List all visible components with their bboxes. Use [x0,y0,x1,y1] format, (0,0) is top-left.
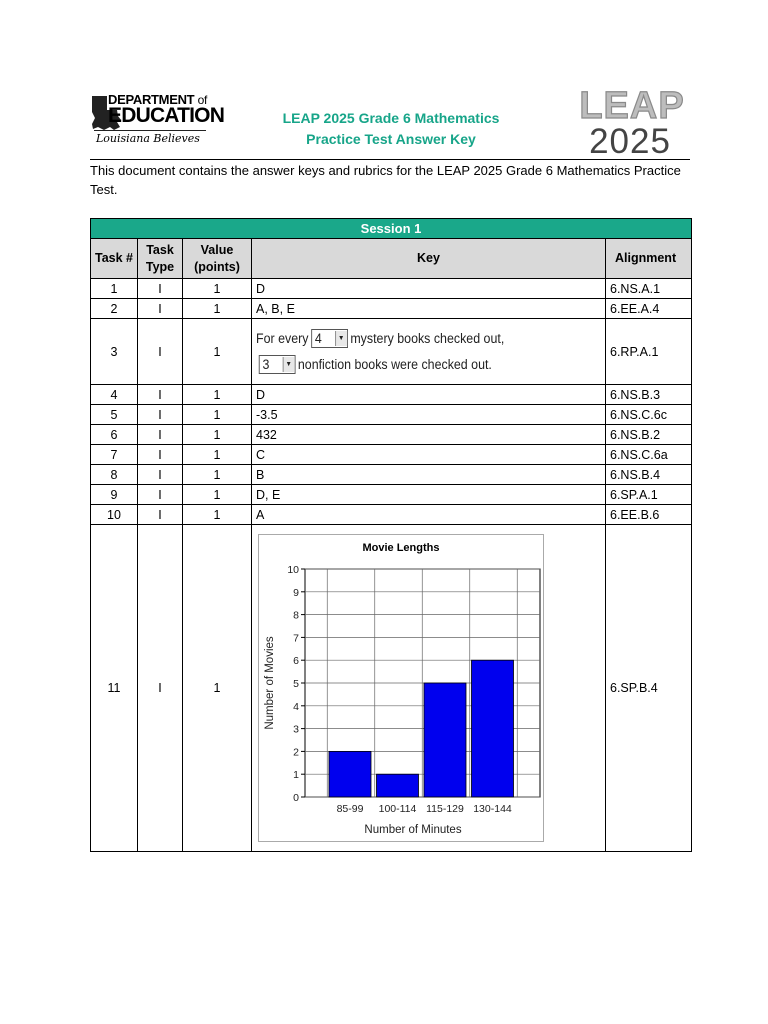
x-tick-label: 100-114 [378,803,417,815]
table-row [91,465,692,485]
col-value: Value (points) [183,239,252,279]
task-key: B [252,465,606,485]
task-alignment: 6.NS.A.1 [606,279,692,299]
y-tick-label: 8 [293,609,299,622]
leap-year: 2025 [589,122,671,156]
col-key: Key [252,239,606,279]
y-tick-label: 6 [293,655,299,668]
y-tick-label: 5 [293,678,299,690]
x-tick-label: 115-129 [426,803,464,815]
bar [329,751,371,797]
task-value: 1 [183,279,252,299]
doe-department-text: DEPARTMENT of [108,92,208,107]
task-key: C [252,445,606,465]
table-row [91,405,692,425]
table-row [91,299,692,319]
task-value: 1 [183,385,252,405]
col-task: Task # [91,239,138,279]
task-number: 5 [91,405,138,425]
header-divider [90,159,690,160]
task-type: I [138,445,183,465]
col-alignment: Alignment [606,239,692,279]
task-alignment: 6.NS.B.2 [606,425,692,445]
y-tick-label: 4 [293,700,299,713]
task-number: 6 [91,425,138,445]
task-number: 7 [91,445,138,465]
task-key: 432 [252,425,606,445]
bar-chart-svg [259,535,543,841]
task-value: 1 [183,525,252,852]
bar [424,683,466,797]
col-task-type: Task Type [138,239,183,279]
y-tick-label: 10 [287,564,299,576]
task-key-dropdown-answer [252,319,606,385]
task-number: 3 [91,319,138,385]
y-axis-label: Number of Movies [264,636,276,730]
table-row [91,279,692,299]
task-number: 1 [91,279,138,299]
task-type: I [138,405,183,425]
answer-key-table [90,218,692,852]
task-key: D [252,279,606,299]
y-tick-label: 7 [293,632,299,645]
task-number: 11 [91,525,138,852]
task-value: 1 [183,425,252,445]
doe-logo-rule [94,130,206,131]
task-value: 1 [183,445,252,465]
task-type: I [138,525,183,852]
x-tick-label: 85-99 [336,803,364,815]
task-alignment: 6.SP.A.1 [606,485,692,505]
task-alignment: 6.NS.B.3 [606,385,692,405]
task-alignment: 6.EE.B.6 [606,505,692,525]
title-line-2: Practice Test Answer Key [306,131,476,147]
q3-dropdown-2 [259,355,295,374]
leap-2025-logo [570,86,694,156]
task-type: I [138,485,183,505]
task-key: D [252,385,606,405]
task-value: 1 [183,465,252,485]
dropdown-arrow-icon: ▼ [335,331,347,346]
department-of-education-logo [90,92,225,150]
leap-word: LEAP [579,86,685,127]
task-value: 1 [183,485,252,505]
task-type: I [138,385,183,405]
task-type: I [138,465,183,485]
task-number: 4 [91,385,138,405]
task-alignment: 6.EE.A.4 [606,299,692,319]
y-tick-label: 2 [293,746,299,759]
x-axis-label: Number of Minutes [364,824,462,836]
y-tick-label: 1 [293,769,299,782]
document-title [250,108,532,150]
doe-education-text: EDUCATION [108,104,225,127]
table-row [91,385,692,405]
movie-lengths-chart [258,534,544,842]
bar [377,774,419,797]
task-alignment: 6.NS.C.6a [606,445,692,465]
y-tick-label: 0 [293,792,299,804]
task-key: D, E [252,485,606,505]
q3-dropdown-2-value: 3 [262,357,270,372]
task-type: I [138,425,183,445]
task-value: 1 [183,319,252,385]
table-row [91,319,692,385]
table-row [91,445,692,465]
dropdown-arrow-icon: ▼ [282,357,294,372]
task-value: 1 [183,505,252,525]
task-alignment: 6.RP.A.1 [606,319,692,385]
x-tick-label: 130-144 [473,803,512,815]
task-value: 1 [183,299,252,319]
task-type: I [138,279,183,299]
table-row [91,485,692,505]
task-alignment: 6.SP.B.4 [606,525,692,852]
doe-tagline: Louisiana Believes [96,132,200,145]
table-row [91,425,692,445]
intro-paragraph: This document contains the answer keys and rubrics for the LEAP 2025 Grade 6 Mathematics Practice Test. [90,163,681,197]
task-number: 9 [91,485,138,505]
task-number: 2 [91,299,138,319]
task-alignment: 6.NS.C.6c [606,405,692,425]
session-header: Session 1 [91,219,692,239]
task-key: A [252,505,606,525]
q3-text-1: For every [256,331,309,346]
task-key-chart-answer [252,525,606,852]
table-row [91,525,692,852]
task-type: I [138,319,183,385]
bar [472,660,514,797]
y-tick-label: 3 [293,723,299,736]
task-alignment: 6.NS.B.4 [606,465,692,485]
task-number: 10 [91,505,138,525]
task-key: -3.5 [252,405,606,425]
task-number: 8 [91,465,138,485]
task-type: I [138,299,183,319]
chart-title: Movie Lengths [362,542,440,554]
task-key: A, B, E [252,299,606,319]
task-type: I [138,505,183,525]
q3-dropdown-1 [311,329,347,348]
task-value: 1 [183,405,252,425]
table-row [91,505,692,525]
q3-dropdown-sentence [256,326,573,378]
title-line-1: LEAP 2025 Grade 6 Mathematics [282,110,500,126]
y-tick-label: 9 [293,586,299,599]
q3-text-3: nonfiction books were checked out. [297,357,492,372]
q3-text-2: mystery books checked out, [350,331,505,346]
q3-dropdown-1-value: 4 [314,331,322,346]
